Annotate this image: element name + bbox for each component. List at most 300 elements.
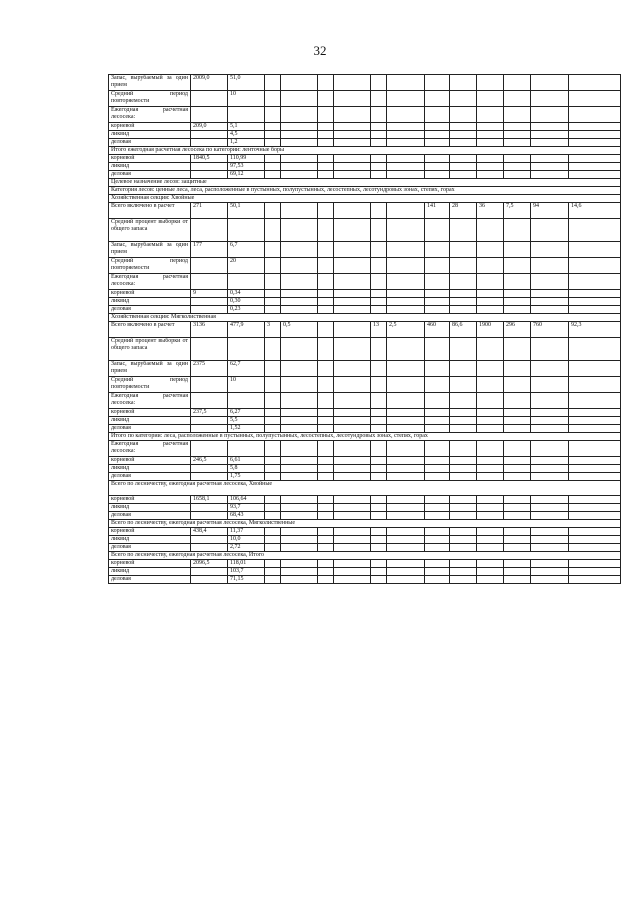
table-cell: [477, 155, 504, 163]
table-cell: [425, 528, 450, 536]
table-cell: [504, 504, 531, 512]
table-cell: [334, 107, 371, 123]
table-cell: 296: [504, 322, 531, 338]
table-cell: [425, 306, 450, 314]
table-cell: [318, 163, 334, 171]
table-cell: [477, 393, 504, 409]
table-cell: [425, 544, 450, 552]
table-cell: [531, 242, 569, 258]
table-row: [109, 576, 621, 584]
table-cell: [281, 496, 318, 504]
table-cell: [281, 258, 318, 274]
table-cell: [531, 576, 569, 584]
table-cell: [191, 576, 228, 584]
table-cell: [387, 171, 425, 179]
table-cell: [334, 417, 371, 425]
table-cell: [281, 163, 318, 171]
table-cell: [450, 544, 477, 552]
section-heading: Всего по лесничеству, ежегодная расчетная лесосека, Итого: [109, 552, 621, 560]
table-cell: [569, 473, 621, 481]
table-cell: [531, 504, 569, 512]
table-cell: [281, 457, 318, 465]
table-cell: [191, 512, 228, 520]
table-cell: [504, 425, 531, 433]
table-cell: [334, 306, 371, 314]
table-cell: [450, 131, 477, 139]
table-row: [109, 377, 621, 393]
table-cell: [191, 163, 228, 171]
table-cell: [281, 274, 318, 290]
table-cell: [569, 512, 621, 520]
table-cell: 50,1: [228, 203, 265, 219]
table-cell: 0,23: [228, 306, 265, 314]
row-label: деловая: [109, 544, 191, 552]
table-cell: [531, 274, 569, 290]
table-cell: [504, 441, 531, 457]
table-cell: 246,5: [191, 457, 228, 465]
table-cell: [334, 131, 371, 139]
table-cell: [569, 465, 621, 473]
table-cell: [450, 75, 477, 91]
table-cell: [450, 568, 477, 576]
table-cell: [569, 544, 621, 552]
table-cell: [477, 496, 504, 504]
table-cell: 209,0: [191, 123, 228, 131]
table-cell: [450, 306, 477, 314]
table-cell: [450, 512, 477, 520]
table-cell: [450, 163, 477, 171]
table-cell: [477, 544, 504, 552]
table-cell: [425, 242, 450, 258]
row-label: ликвид: [109, 465, 191, 473]
table-section-row: [109, 481, 621, 496]
table-cell: [450, 274, 477, 290]
table-cell: [265, 425, 281, 433]
table-cell: [531, 123, 569, 131]
table-cell: [371, 107, 387, 123]
table-cell: [387, 377, 425, 393]
table-cell: [281, 528, 318, 536]
table-cell: [477, 91, 504, 107]
table-cell: 93,7: [228, 504, 265, 512]
table-cell: [504, 219, 531, 242]
table-cell: 177: [191, 242, 228, 258]
table-cell: [318, 274, 334, 290]
section-heading: Целевое назначение лесов: защитные: [109, 179, 621, 187]
table-cell: [450, 123, 477, 131]
table-cell: [531, 536, 569, 544]
table-cell: [318, 107, 334, 123]
table-cell: [569, 242, 621, 258]
table-section-row: [109, 195, 621, 203]
page-number: 32: [313, 43, 327, 58]
table-cell: [450, 473, 477, 481]
table-cell: [569, 131, 621, 139]
table-cell: 68,43: [228, 512, 265, 520]
table-cell: [228, 219, 265, 242]
table-row: [109, 361, 621, 377]
table-cell: [387, 107, 425, 123]
forest-allowance-table: [108, 74, 621, 584]
table-cell: [450, 171, 477, 179]
table-cell: [371, 425, 387, 433]
table-cell: [265, 465, 281, 473]
table-cell: [334, 409, 371, 417]
table-cell: [191, 171, 228, 179]
table-cell: [265, 409, 281, 417]
table-cell: [265, 203, 281, 219]
table-cell: 86,6: [450, 322, 477, 338]
row-label: Средний процент выборки от общего запаса: [109, 219, 191, 242]
table-cell: [281, 107, 318, 123]
table-cell: [425, 91, 450, 107]
table-cell: 2,5: [387, 322, 425, 338]
table-cell: [531, 163, 569, 171]
table-cell: [334, 544, 371, 552]
table-cell: [371, 163, 387, 171]
table-cell: [504, 361, 531, 377]
table-cell: 2,72: [228, 544, 265, 552]
table-cell: [265, 544, 281, 552]
row-label: Запас, вырубаемый за один прием: [109, 75, 191, 91]
table-cell: [504, 290, 531, 298]
table-cell: [281, 473, 318, 481]
table-cell: 460: [425, 322, 450, 338]
table-cell: [371, 75, 387, 91]
table-cell: [477, 465, 504, 473]
table-cell: [318, 322, 334, 338]
table-cell: [504, 417, 531, 425]
table-cell: [281, 298, 318, 306]
table-cell: [531, 457, 569, 465]
table-cell: 438,4: [191, 528, 228, 536]
table-cell: [450, 417, 477, 425]
table-cell: [504, 528, 531, 536]
table-cell: [425, 274, 450, 290]
table-cell: 1658,1: [191, 496, 228, 504]
table-cell: [281, 219, 318, 242]
table-cell: [281, 242, 318, 258]
table-cell: [318, 496, 334, 504]
table-section-row: [109, 314, 621, 322]
table-cell: [334, 163, 371, 171]
table-cell: 13: [371, 322, 387, 338]
table-cell: 4,5: [228, 131, 265, 139]
table-cell: [371, 155, 387, 163]
table-cell: [265, 576, 281, 584]
table-row: [109, 409, 621, 417]
table-cell: [504, 123, 531, 131]
table-row: [109, 139, 621, 147]
table-cell: [531, 544, 569, 552]
table-cell: [569, 91, 621, 107]
table-cell: [265, 298, 281, 306]
row-label: Средний процент выборки от общего запаса: [109, 338, 191, 361]
table-section-row: [109, 179, 621, 187]
table-cell: [531, 338, 569, 361]
table-cell: [334, 361, 371, 377]
section-heading: Итого ежегодная расчетная лесосека по категории: ленточные боры: [109, 147, 621, 155]
table-cell: [334, 473, 371, 481]
table-cell: [387, 512, 425, 520]
table-cell: [191, 131, 228, 139]
table-cell: [191, 568, 228, 576]
table-cell: [318, 258, 334, 274]
row-label: ликвид: [109, 417, 191, 425]
table-cell: [334, 298, 371, 306]
table-cell: [318, 361, 334, 377]
table-body: [109, 75, 621, 584]
table-cell: [334, 560, 371, 568]
table-cell: [531, 107, 569, 123]
table-cell: [425, 163, 450, 171]
table-cell: 110,99: [228, 155, 265, 163]
table-cell: [318, 568, 334, 576]
table-cell: [569, 528, 621, 536]
table-cell: [387, 576, 425, 584]
table-cell: [504, 560, 531, 568]
table-cell: [334, 528, 371, 536]
table-cell: [265, 512, 281, 520]
table-cell: 1900: [477, 322, 504, 338]
table-cell: [281, 441, 318, 457]
table-cell: [334, 465, 371, 473]
table-cell: 94: [531, 203, 569, 219]
table-cell: [504, 155, 531, 163]
table-cell: [477, 417, 504, 425]
table-row: [109, 155, 621, 163]
table-cell: [281, 568, 318, 576]
table-cell: [387, 417, 425, 425]
table-cell: 237,5: [191, 409, 228, 417]
table-cell: [477, 473, 504, 481]
table-cell: [450, 504, 477, 512]
table-cell: [477, 457, 504, 465]
table-cell: [318, 306, 334, 314]
table-cell: 9: [191, 290, 228, 298]
table-section-row: [109, 520, 621, 528]
table-cell: [334, 123, 371, 131]
table-cell: [191, 425, 228, 433]
table-cell: [569, 409, 621, 417]
table-cell: [477, 568, 504, 576]
table-cell: [371, 377, 387, 393]
table-cell: [191, 544, 228, 552]
table-cell: [371, 441, 387, 457]
table-cell: [371, 576, 387, 584]
table-cell: [387, 457, 425, 465]
table-cell: 271: [191, 203, 228, 219]
table-cell: [425, 361, 450, 377]
table-cell: [569, 171, 621, 179]
table-cell: [265, 457, 281, 465]
table-cell: 92,3: [569, 322, 621, 338]
table-cell: [477, 306, 504, 314]
table-cell: [477, 219, 504, 242]
row-label: корневой: [109, 155, 191, 163]
table-cell: [334, 393, 371, 409]
table-cell: [318, 560, 334, 568]
table-cell: [569, 504, 621, 512]
row-label: корневой: [109, 290, 191, 298]
table-cell: [371, 290, 387, 298]
table-cell: [387, 131, 425, 139]
table-row: [109, 322, 621, 338]
table-cell: 141: [425, 203, 450, 219]
table-cell: [569, 75, 621, 91]
table-cell: [281, 536, 318, 544]
table-cell: [477, 131, 504, 139]
table-cell: [281, 171, 318, 179]
table-cell: [387, 75, 425, 91]
table-cell: [334, 576, 371, 584]
table-cell: [425, 298, 450, 306]
table-cell: [318, 338, 334, 361]
table-cell: [531, 258, 569, 274]
table-cell: [265, 163, 281, 171]
section-heading: Хозяйственная секция: Мягколиственная: [109, 314, 621, 322]
table-section-row: [109, 552, 621, 560]
table-cell: [334, 258, 371, 274]
table-cell: [450, 576, 477, 584]
table-cell: [318, 425, 334, 433]
table-cell: [531, 560, 569, 568]
row-label: Средний период повторяемости: [109, 91, 191, 107]
table-cell: [450, 139, 477, 147]
table-cell: 71,15: [228, 576, 265, 584]
table-cell: [371, 123, 387, 131]
table-cell: [569, 496, 621, 504]
table-cell: [318, 409, 334, 417]
table-cell: [569, 155, 621, 163]
table-cell: [318, 473, 334, 481]
table-row: [109, 91, 621, 107]
row-label: корневой: [109, 123, 191, 131]
table-row: [109, 298, 621, 306]
table-cell: [477, 512, 504, 520]
table-cell: [371, 504, 387, 512]
table-row: [109, 528, 621, 536]
table-cell: [569, 576, 621, 584]
table-cell: [387, 290, 425, 298]
table-cell: [569, 298, 621, 306]
table-cell: [281, 131, 318, 139]
table-cell: 760: [531, 322, 569, 338]
table-cell: [334, 568, 371, 576]
table-cell: [531, 131, 569, 139]
table-cell: [477, 163, 504, 171]
table-cell: [425, 560, 450, 568]
table-cell: [531, 75, 569, 91]
table-cell: [425, 473, 450, 481]
table-cell: [371, 306, 387, 314]
table-cell: [569, 219, 621, 242]
table-section-row: [109, 147, 621, 155]
table-cell: 5,5: [228, 417, 265, 425]
table-cell: [334, 91, 371, 107]
table-cell: [387, 425, 425, 433]
table-cell: [477, 576, 504, 584]
section-heading: Категория лесов: ценные леса, леса, расположенные в пустынных, полупустынных, лесостепных, лесотундровых зонах, степях, горах: [109, 187, 621, 195]
table-cell: 5,8: [228, 465, 265, 473]
table-cell: [425, 576, 450, 584]
table-row: [109, 242, 621, 258]
table-cell: [450, 155, 477, 163]
table-cell: [318, 512, 334, 520]
table-cell: [425, 568, 450, 576]
table-cell: [425, 409, 450, 417]
row-label: деловая: [109, 139, 191, 147]
table-cell: [569, 441, 621, 457]
table-cell: 0,34: [228, 290, 265, 298]
table-cell: [450, 393, 477, 409]
table-cell: [387, 496, 425, 504]
table-cell: [569, 560, 621, 568]
table-cell: [531, 290, 569, 298]
table-cell: [387, 139, 425, 147]
table-cell: [371, 171, 387, 179]
table-cell: [477, 242, 504, 258]
table-cell: [265, 441, 281, 457]
table-row: [109, 441, 621, 457]
row-label: корневой: [109, 528, 191, 536]
table-cell: [191, 306, 228, 314]
table-cell: 97,53: [228, 163, 265, 171]
table-cell: [531, 219, 569, 242]
table-cell: [387, 441, 425, 457]
table-cell: [387, 361, 425, 377]
table-cell: [569, 274, 621, 290]
table-cell: [334, 441, 371, 457]
table-cell: [191, 393, 228, 409]
table-cell: [425, 441, 450, 457]
table-cell: [387, 203, 425, 219]
table-cell: [265, 377, 281, 393]
table-cell: [531, 139, 569, 147]
row-label: ликвид: [109, 131, 191, 139]
table-cell: [281, 123, 318, 131]
table-cell: [265, 473, 281, 481]
table-cell: [569, 139, 621, 147]
row-label: Средний период повторяемости: [109, 258, 191, 274]
table-cell: [281, 306, 318, 314]
table-cell: [569, 258, 621, 274]
table-cell: [425, 465, 450, 473]
table-cell: [371, 219, 387, 242]
table-cell: [371, 528, 387, 536]
table-cell: [318, 123, 334, 131]
table-cell: [569, 417, 621, 425]
table-cell: [504, 393, 531, 409]
table-cell: [425, 139, 450, 147]
table-cell: [531, 528, 569, 536]
table-cell: [334, 139, 371, 147]
table-cell: [387, 306, 425, 314]
table-cell: [334, 338, 371, 361]
table-cell: [334, 203, 371, 219]
table-cell: [450, 441, 477, 457]
row-label: ликвид: [109, 298, 191, 306]
table-cell: 1,52: [228, 425, 265, 433]
table-cell: 103,7: [228, 568, 265, 576]
row-label: Ежегодная расчетная лесосека:: [109, 441, 191, 457]
table-cell: 0,5: [281, 322, 318, 338]
table-cell: [531, 409, 569, 417]
table-cell: [387, 393, 425, 409]
table-cell: 106,64: [228, 496, 265, 504]
table-cell: [191, 473, 228, 481]
table-cell: [318, 544, 334, 552]
